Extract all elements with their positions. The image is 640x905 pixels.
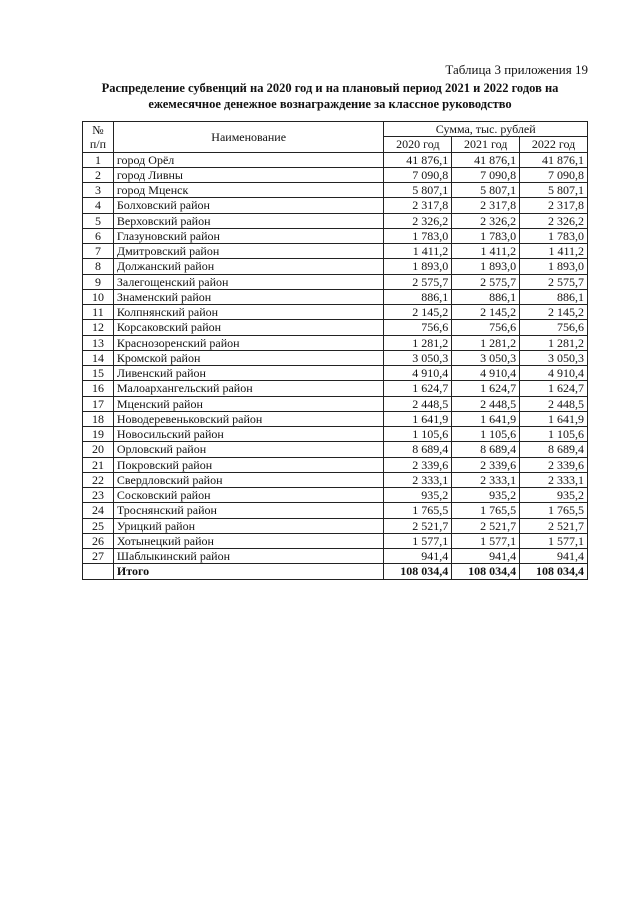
row-name: Орловский район: [113, 442, 384, 457]
row-value-2020: 1 105,6: [384, 427, 452, 442]
row-value-2021: 1 281,2: [452, 335, 520, 350]
row-number: 4: [83, 198, 114, 213]
row-value-2020: 2 145,2: [384, 305, 452, 320]
row-value-2022: 941,4: [520, 549, 588, 564]
table-row: [83, 549, 588, 564]
table-row: [83, 213, 588, 228]
row-number: 24: [83, 503, 114, 518]
row-name: Корсаковский район: [113, 320, 384, 335]
total-value-2021: 108 034,4: [452, 564, 520, 579]
row-number: 6: [83, 228, 114, 243]
row-value-2022: 1 765,5: [520, 503, 588, 518]
table-row: [83, 503, 588, 518]
total-value-2022: 108 034,4: [520, 564, 588, 579]
row-value-2021: 41 876,1: [452, 152, 520, 167]
row-value-2022: 2 317,8: [520, 198, 588, 213]
row-value-2020: 7 090,8: [384, 167, 452, 182]
title-line-2: ежемесячное денежное вознаграждение за классное руководство: [148, 97, 512, 111]
row-value-2022: 2 145,2: [520, 305, 588, 320]
row-name: Должанский район: [113, 259, 384, 274]
header-name: Наименование: [113, 122, 384, 153]
row-value-2020: 1 577,1: [384, 533, 452, 548]
row-value-2021: 2 448,5: [452, 396, 520, 411]
row-value-2020: 1 624,7: [384, 381, 452, 396]
row-value-2021: 2 145,2: [452, 305, 520, 320]
row-value-2021: 2 333,1: [452, 472, 520, 487]
row-number: 9: [83, 274, 114, 289]
row-value-2021: 941,4: [452, 549, 520, 564]
row-value-2021: 886,1: [452, 289, 520, 304]
row-value-2020: 1 281,2: [384, 335, 452, 350]
table-row: [83, 366, 588, 381]
row-name: город Ливны: [113, 167, 384, 182]
row-value-2021: 2 575,7: [452, 274, 520, 289]
row-name: Знаменский район: [113, 289, 384, 304]
table-reference: Таблица 3 приложения 19: [445, 62, 588, 77]
table-row: [83, 320, 588, 335]
row-value-2021: 7 090,8: [452, 167, 520, 182]
table-row: [83, 305, 588, 320]
row-name: город Мценск: [113, 183, 384, 198]
row-value-2021: 1 783,0: [452, 228, 520, 243]
table-row: [83, 427, 588, 442]
row-value-2020: 3 050,3: [384, 350, 452, 365]
row-value-2022: 7 090,8: [520, 167, 588, 182]
row-value-2020: 4 910,4: [384, 366, 452, 381]
row-value-2022: 2 575,7: [520, 274, 588, 289]
row-value-2022: 1 577,1: [520, 533, 588, 548]
row-number: 7: [83, 244, 114, 259]
row-value-2022: 1 281,2: [520, 335, 588, 350]
table-row: [83, 152, 588, 167]
row-number: 22: [83, 472, 114, 487]
table-row: [83, 350, 588, 365]
row-value-2020: 1 641,9: [384, 411, 452, 426]
row-value-2022: 41 876,1: [520, 152, 588, 167]
row-value-2020: 1 765,5: [384, 503, 452, 518]
row-number: 23: [83, 488, 114, 503]
row-name: Новодеревеньковский район: [113, 411, 384, 426]
row-value-2022: 1 624,7: [520, 381, 588, 396]
row-value-2021: 1 624,7: [452, 381, 520, 396]
row-value-2022: 1 105,6: [520, 427, 588, 442]
row-value-2022: 1 783,0: [520, 228, 588, 243]
row-name: Кромской район: [113, 350, 384, 365]
row-name: Верховский район: [113, 213, 384, 228]
header-number-line1: №: [92, 122, 104, 137]
row-number: 10: [83, 289, 114, 304]
row-name: Глазуновский район: [113, 228, 384, 243]
row-value-2022: 2 333,1: [520, 472, 588, 487]
row-name: Новосильский район: [113, 427, 384, 442]
row-number: 12: [83, 320, 114, 335]
row-value-2020: 935,2: [384, 488, 452, 503]
header-year-2022: 2022 год: [520, 137, 588, 152]
total-value-2020: 108 034,4: [384, 564, 452, 579]
row-value-2021: 935,2: [452, 488, 520, 503]
row-name: Урицкий район: [113, 518, 384, 533]
table-row: [83, 533, 588, 548]
row-value-2020: 2 339,6: [384, 457, 452, 472]
row-name: Сосковский район: [113, 488, 384, 503]
total-label: Итого: [113, 564, 384, 579]
header-year-2020: 2020 год: [384, 137, 452, 152]
row-name: Покровский район: [113, 457, 384, 472]
row-value-2021: 2 339,6: [452, 457, 520, 472]
table-row: [83, 167, 588, 182]
row-number: 13: [83, 335, 114, 350]
table-row: [83, 183, 588, 198]
row-value-2020: 2 317,8: [384, 198, 452, 213]
table-row: [83, 381, 588, 396]
row-value-2021: 4 910,4: [452, 366, 520, 381]
row-value-2022: 2 326,2: [520, 213, 588, 228]
row-value-2021: 5 807,1: [452, 183, 520, 198]
row-value-2021: 8 689,4: [452, 442, 520, 457]
title-line-1: Распределение субвенций на 2020 год и на плановый период 2021 и 2022 годов на: [101, 81, 559, 95]
total-number-cell: [83, 564, 114, 579]
row-number: 26: [83, 533, 114, 548]
row-number: 15: [83, 366, 114, 381]
row-value-2020: 941,4: [384, 549, 452, 564]
row-value-2020: 1 783,0: [384, 228, 452, 243]
table-row: [83, 244, 588, 259]
row-number: 17: [83, 396, 114, 411]
row-number: 19: [83, 427, 114, 442]
row-value-2021: 1 893,0: [452, 259, 520, 274]
table-row: [83, 488, 588, 503]
table-row: [83, 411, 588, 426]
row-number: 11: [83, 305, 114, 320]
row-number: 8: [83, 259, 114, 274]
table-row: [83, 518, 588, 533]
header-year-2021: 2021 год: [452, 137, 520, 152]
row-value-2020: 1 893,0: [384, 259, 452, 274]
row-value-2022: 756,6: [520, 320, 588, 335]
row-name: Малоархангельский район: [113, 381, 384, 396]
row-number: 21: [83, 457, 114, 472]
row-value-2022: 886,1: [520, 289, 588, 304]
row-number: 20: [83, 442, 114, 457]
row-value-2022: 1 411,2: [520, 244, 588, 259]
row-value-2022: 3 050,3: [520, 350, 588, 365]
row-value-2020: 2 575,7: [384, 274, 452, 289]
row-name: Хотынецкий район: [113, 533, 384, 548]
table-header-row: [83, 122, 588, 137]
row-number: 3: [83, 183, 114, 198]
row-value-2021: 2 326,2: [452, 213, 520, 228]
row-number: 14: [83, 350, 114, 365]
row-value-2021: 1 577,1: [452, 533, 520, 548]
row-value-2022: 5 807,1: [520, 183, 588, 198]
row-value-2021: 1 641,9: [452, 411, 520, 426]
row-value-2020: 2 521,7: [384, 518, 452, 533]
row-value-2021: 2 521,7: [452, 518, 520, 533]
row-name: Залегощенский район: [113, 274, 384, 289]
row-value-2020: 8 689,4: [384, 442, 452, 457]
row-name: Мценский район: [113, 396, 384, 411]
table-row: [83, 335, 588, 350]
row-value-2020: 5 807,1: [384, 183, 452, 198]
row-value-2021: 2 317,8: [452, 198, 520, 213]
row-number: 2: [83, 167, 114, 182]
row-value-2022: 935,2: [520, 488, 588, 503]
row-value-2020: 886,1: [384, 289, 452, 304]
row-value-2020: 2 326,2: [384, 213, 452, 228]
row-value-2020: 1 411,2: [384, 244, 452, 259]
row-number: 25: [83, 518, 114, 533]
row-name: Колпнянский район: [113, 305, 384, 320]
row-value-2022: 4 910,4: [520, 366, 588, 381]
table-body: [83, 152, 588, 579]
row-number: 18: [83, 411, 114, 426]
row-number: 27: [83, 549, 114, 564]
table-row: [83, 259, 588, 274]
document-title: [60, 80, 600, 112]
table-row: [83, 457, 588, 472]
table-row: [83, 396, 588, 411]
header-number: [83, 122, 114, 153]
table-row: [83, 274, 588, 289]
row-number: 1: [83, 152, 114, 167]
row-name: город Орёл: [113, 152, 384, 167]
table-row: [83, 442, 588, 457]
row-value-2022: 2 339,6: [520, 457, 588, 472]
row-name: Болховский район: [113, 198, 384, 213]
subsidy-table: [82, 121, 588, 580]
row-value-2022: 1 641,9: [520, 411, 588, 426]
header-number-line2: п/п: [89, 136, 107, 151]
row-value-2022: 8 689,4: [520, 442, 588, 457]
row-name: Троснянский район: [113, 503, 384, 518]
row-value-2022: 2 521,7: [520, 518, 588, 533]
row-value-2021: 1 105,6: [452, 427, 520, 442]
row-value-2021: 3 050,3: [452, 350, 520, 365]
row-name: Свердловский район: [113, 472, 384, 487]
row-value-2020: 2 333,1: [384, 472, 452, 487]
table-row: [83, 289, 588, 304]
row-value-2022: 1 893,0: [520, 259, 588, 274]
table-row: [83, 198, 588, 213]
table-row: [83, 228, 588, 243]
row-name: Шаблыкинский район: [113, 549, 384, 564]
row-value-2020: 41 876,1: [384, 152, 452, 167]
row-value-2021: 756,6: [452, 320, 520, 335]
header-sum: Сумма, тыс. рублей: [384, 122, 588, 137]
row-value-2020: 756,6: [384, 320, 452, 335]
table-row: [83, 472, 588, 487]
row-value-2020: 2 448,5: [384, 396, 452, 411]
row-number: 5: [83, 213, 114, 228]
row-name: Дмитровский район: [113, 244, 384, 259]
row-number: 16: [83, 381, 114, 396]
row-value-2021: 1 411,2: [452, 244, 520, 259]
row-value-2022: 2 448,5: [520, 396, 588, 411]
row-value-2021: 1 765,5: [452, 503, 520, 518]
row-name: Краснозоренский район: [113, 335, 384, 350]
row-name: Ливенский район: [113, 366, 384, 381]
total-row: [83, 564, 588, 579]
